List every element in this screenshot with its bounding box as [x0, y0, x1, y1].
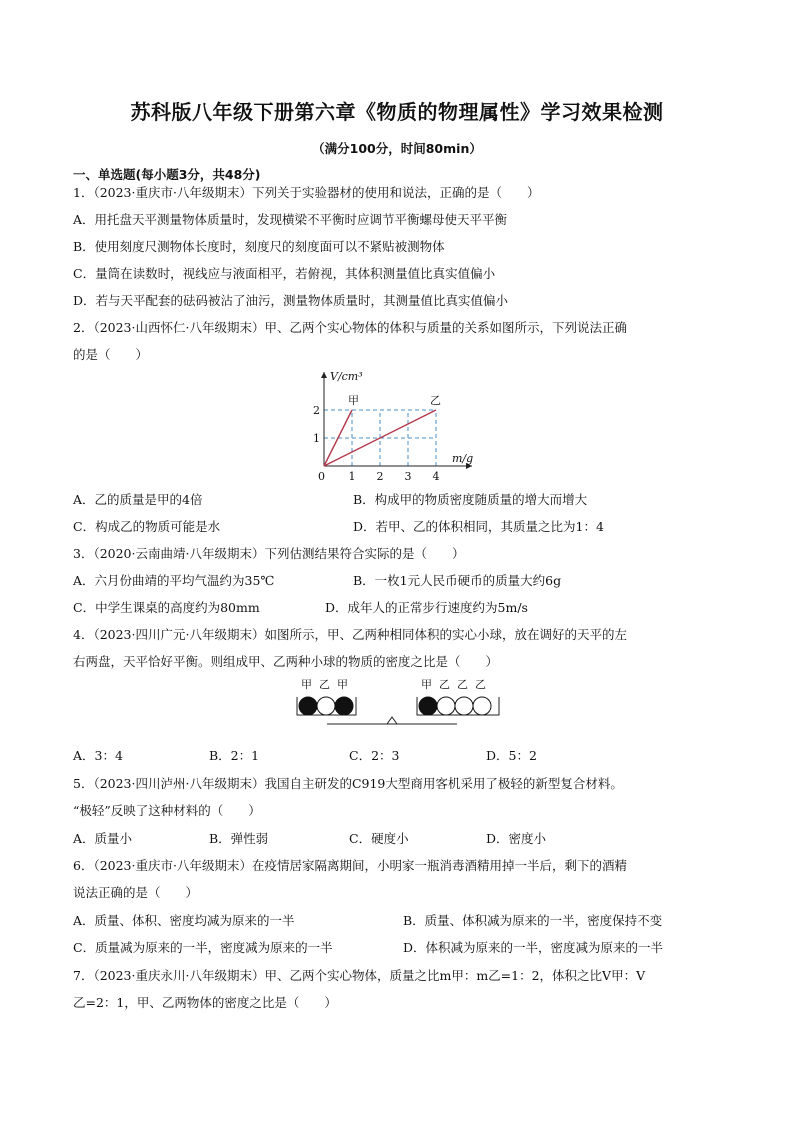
- section-heading: 一、单选题(每小题3分，共48分): [73, 167, 261, 182]
- question-stem-cont: “极轻”反映了这种材料的（ ）: [73, 803, 261, 818]
- graph-ticks: [313, 404, 440, 483]
- ball-label: 乙: [439, 678, 450, 691]
- option-d: D．体积减为原来的一半，密度减为原来的一半: [403, 940, 664, 955]
- page-title: 苏科版八年级下册第六章《物质的物理属性》学习效果检测: [130, 100, 664, 124]
- option-a: A．乙的质量是甲的4倍: [73, 492, 203, 507]
- option-c: C．2：3: [349, 748, 400, 763]
- y-axis-label: V/cm³: [330, 370, 363, 383]
- ball-yi: [455, 697, 473, 715]
- balance-figure: [290, 675, 510, 737]
- y-tick-label: 1: [313, 432, 320, 445]
- origin-label: 0: [318, 470, 325, 483]
- question-stem: 7．（2023·重庆永川·八年级期末）甲、乙两个实心物体，质量之比m甲：m乙=1：2，体积之比V甲：V: [73, 968, 646, 983]
- question-stem-cont: 乙=2：1，甲、乙两物体的密度之比是（ ）: [73, 995, 337, 1010]
- ball-jia: [419, 697, 437, 715]
- question-stem: 5．（2023·四川泸州·八年级期末）我国自主研发的C919大型商用客机采用了极轻的新型复合材料。: [73, 776, 623, 791]
- ball-yi: [437, 697, 455, 715]
- ball-label: 甲: [337, 678, 348, 691]
- option-a: A．质量、体积、密度均减为原来的一半: [73, 913, 295, 928]
- ball-label: 乙: [319, 678, 330, 691]
- option-a: A．六月份曲靖的平均气温约为35℃: [73, 573, 275, 588]
- x-tick-label: 2: [376, 470, 384, 483]
- option-d: D．成年人的正常步行速度约为5m/s: [325, 600, 528, 615]
- question-stem: 3．（2020·云南曲靖·八年级期末）下列估测结果符合实际的是（ ）: [73, 546, 465, 561]
- ball-label: 甲: [301, 678, 312, 691]
- option-b: B．弹性弱: [209, 831, 269, 846]
- x-tick-label: 3: [404, 470, 412, 483]
- series-label-yi: 乙: [430, 394, 441, 407]
- option-d: D．密度小: [486, 831, 547, 846]
- option-c: C．硬度小: [349, 831, 409, 846]
- balls: [299, 697, 491, 715]
- x-tick-label: 1: [348, 470, 356, 483]
- ball-label: 甲: [421, 678, 432, 691]
- ball-yi: [473, 697, 491, 715]
- series-label-jia: 甲: [348, 394, 359, 407]
- option-d: D．若与天平配套的砝码被沾了油污，测量物体质量时，其测量值比真实值偏小: [73, 293, 509, 308]
- question-stem: 4．（2023·四川广元·八年级期末）如图所示，甲、乙两种相同体积的实心小球，放在调好的天平的左: [73, 627, 627, 642]
- volume-mass-graph: [300, 366, 480, 484]
- y-tick-label: 2: [313, 404, 320, 417]
- question-stem: 1．（2023·重庆市·八年级期末）下列关于实验器材的使用和说法，正确的是（ ）: [73, 185, 540, 200]
- question-stem-cont: 的是（ ）: [73, 347, 149, 362]
- option-c: C．中学生课桌的高度约为80mm: [73, 600, 260, 615]
- option-b: B．构成甲的物质密度随质量的增大而增大: [353, 492, 588, 507]
- option-b: B．使用刻度尺测物体长度时，刻度尺的刻度面可以不紧贴被测物体: [73, 239, 445, 254]
- balance-fulcrum: [387, 717, 397, 724]
- question-stem-cont: 右两盘，天平恰好平衡。则组成甲、乙两种小球的物质的密度之比是（ ）: [73, 654, 499, 669]
- option-c: C．构成乙的物质可能是水: [73, 519, 221, 534]
- option-c: C．量筒在读数时，视线应与液面相平，若俯视，其体积测量值比真实值偏小: [73, 266, 496, 281]
- option-a: A．用托盘天平测量物体质量时，发现横梁不平衡时应调节平衡螺母使天平平衡: [73, 212, 508, 227]
- x-tick-label: 4: [432, 470, 440, 483]
- option-a: A．3：4: [73, 748, 123, 763]
- option-b: B．2：1: [209, 748, 260, 763]
- question-stem-cont: 说法正确的是（ ）: [73, 885, 199, 900]
- option-a: A．质量小: [73, 831, 133, 846]
- ball-jia: [335, 697, 353, 715]
- option-b: B．一枚1元人民币硬币的质量大约6g: [353, 573, 562, 588]
- ball-label: 乙: [475, 678, 486, 691]
- question-stem: 2．（2023·山西怀仁·八年级期末）甲、乙两个实心物体的体积与质量的关系如图所示，下列说法正确: [73, 320, 627, 335]
- option-c: C．质量减为原来的一半，密度减为原来的一半: [73, 940, 333, 955]
- option-d: D．5：2: [486, 748, 537, 763]
- ball-label: 乙: [457, 678, 468, 691]
- page-subtitle: （满分100分，时间80min）: [312, 141, 482, 156]
- ball-jia: [299, 697, 317, 715]
- option-b: B．质量、体积减为原来的一半，密度保持不变: [403, 913, 663, 928]
- ball-yi: [317, 697, 335, 715]
- x-axis-label: m/g: [452, 452, 474, 465]
- ball-labels: [301, 678, 486, 691]
- option-d: D．若甲、乙的体积相同，其质量之比为1：4: [353, 519, 604, 534]
- question-stem: 6．（2023·重庆市·八年级期末）在疫情居家隔离期间，小明家一瓶消毒酒精用掉一半后，剩下的酒精: [73, 858, 627, 873]
